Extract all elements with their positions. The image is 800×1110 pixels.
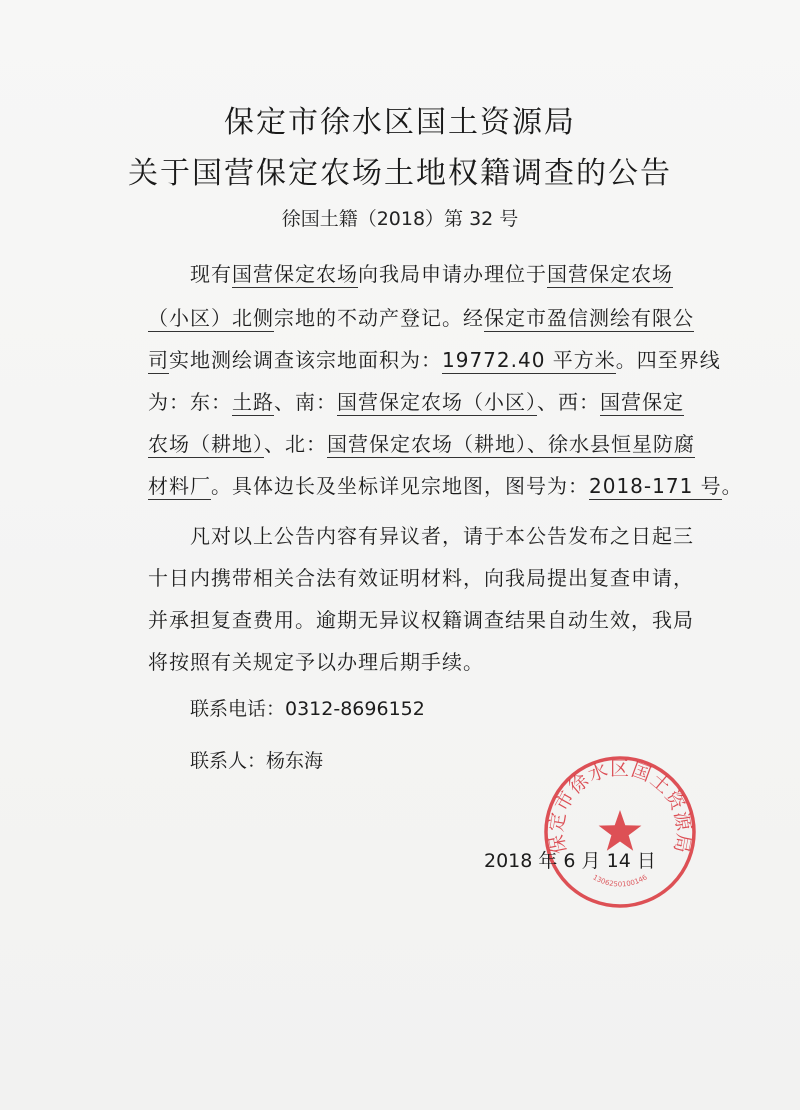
paragraph1-line5: 农场（耕地）、北：国营保定农场（耕地）、徐水县恒星防腐 [148, 432, 695, 456]
location-detail: （小区）北侧 [148, 306, 274, 330]
contact-person: 联系人：杨东海 [190, 750, 324, 772]
paragraph1-line2: （小区）北侧宗地的不动产登记。经保定市盈信测绘有限公 [148, 306, 694, 330]
south-boundary: 国营保定农场（小区） [337, 390, 537, 414]
document-number: 徐国土籍（2018）第 32 号 [281, 208, 519, 230]
seal-number: 1306250100146 [591, 873, 649, 889]
notice-title-line1: 保定市徐水区国土资源局 [224, 105, 576, 140]
location-name: 国营保定农场 [547, 262, 673, 286]
north-boundary: 国营保定农场（耕地）、徐水县恒星防腐 [327, 432, 695, 456]
map-number: 2018-171 号 [589, 474, 722, 498]
east-boundary: 土路 [232, 390, 274, 414]
notice-title-line2: 关于国营保定农场土地权籍调查的公告 [128, 156, 672, 191]
west-boundary: 国营保定 [600, 390, 684, 414]
issue-date: 2018 年 6 月 14 日 [484, 850, 656, 872]
paragraph2-line2: 十日内携带相关合法有效证明材料，向我局提出复查申请， [148, 566, 694, 590]
paragraph1-line3: 司实地测绘调查该宗地面积为：19772.40 平方米。四至界线 [148, 348, 721, 372]
paragraph1-line1: 现有国营保定农场向我局申请办理位于国营保定农场 [190, 262, 673, 286]
star-icon [599, 810, 642, 851]
surveyor-name: 保定市盈信测绘有限公 [484, 306, 694, 330]
applicant-name: 国营保定农场 [232, 262, 358, 286]
paragraph2-line4: 将按照有关规定予以办理后期手续。 [148, 650, 484, 674]
paragraph2-line1: 凡对以上公告内容有异议者，请于本公告发布之日起三 [190, 524, 694, 548]
paragraph1-line4: 为：东：土路、南：国营保定农场（小区）、西：国营保定 [148, 390, 684, 414]
contact-phone: 联系电话：0312-8696152 [190, 698, 425, 720]
paragraph1-line6: 材料厂。具体边长及坐标详见宗地图，图号为：2018-171 号。 [148, 474, 743, 498]
paragraph2-line3: 并承担复查费用。逾期无异议权籍调查结果自动生效，我局 [148, 608, 694, 632]
parcel-area: 19772.40 平方米 [442, 348, 616, 372]
official-seal [540, 752, 700, 912]
seal-text: 保定市徐水区国土资源局 [545, 757, 695, 856]
